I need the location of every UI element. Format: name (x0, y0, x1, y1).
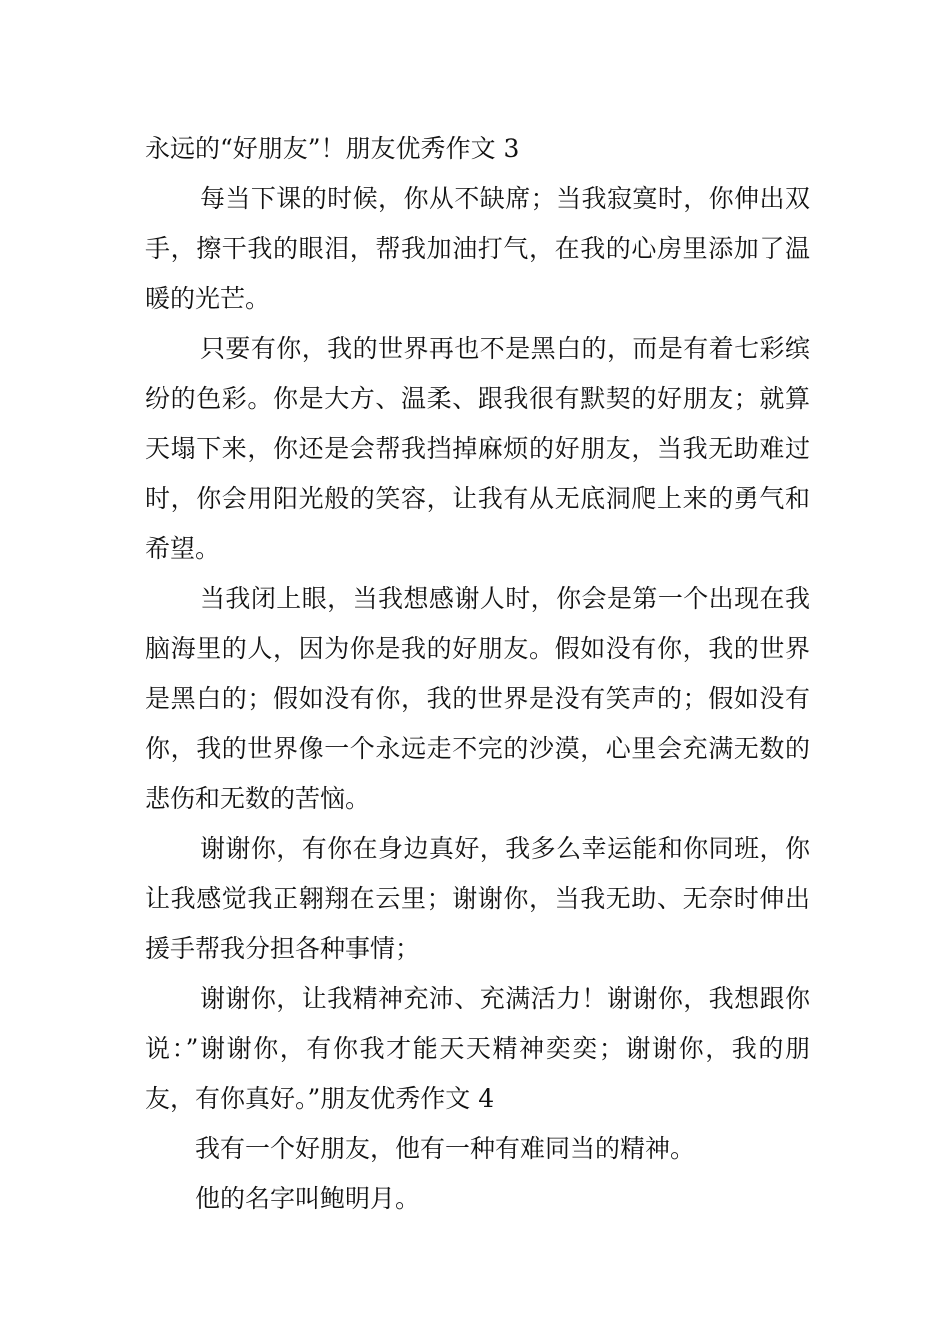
paragraph-3: 当我闭上眼，当我想感谢人时，你会是第一个出现在我脑海里的人，因为你是我的好朋友。假如没有你，我的世界是黑白的；假如没有你，我的世界是没有笑声的；假如没有你，我的世界像一个永远走不完的沙漠，心里会充满无数的悲伤和无数的苦恼。 (145, 584, 810, 813)
paragraph-4: 谢谢你，有你在身边真好，我多么幸运能和你同班，你让我感觉我正翱翔在云里；谢谢你，当我无助、无奈时伸出援手帮我分担各种事情； (145, 834, 810, 963)
paragraph-2: 只要有你，我的世界再也不是黑白的，而是有着七彩缤纷的色彩。你是大方、温柔、跟我很有默契的好朋友；就算天塌下来，你还是会帮我挡掉麻烦的好朋友，当我无助难过时，你会用阳光般的笑容，让我有从无底洞爬上来的勇气和希望。 (145, 334, 810, 563)
paragraph-6: 我有一个好朋友，他有一种有难同当的精神。 (195, 1134, 696, 1163)
paragraph-1: 每当下课的时候，你从不缺席；当我寂寞时，你伸出双手，擦干我的眼泪，帮我加油打气，在我的心房里添加了温暖的光芒。 (145, 184, 810, 313)
essay-heading-line: 永远的“好朋友”！朋友优秀作文 3 (145, 134, 520, 163)
document-body (145, 124, 810, 1224)
paragraph-5: 谢谢你，让我精神充沛、充满活力！谢谢你，我想跟你说：”谢谢你，有你我才能天天精神奕奕；谢谢你，我的朋友，有你真好。”朋友优秀作文 4 (145, 984, 810, 1113)
paragraph-7: 他的名字叫鲍明月。 (195, 1184, 421, 1213)
